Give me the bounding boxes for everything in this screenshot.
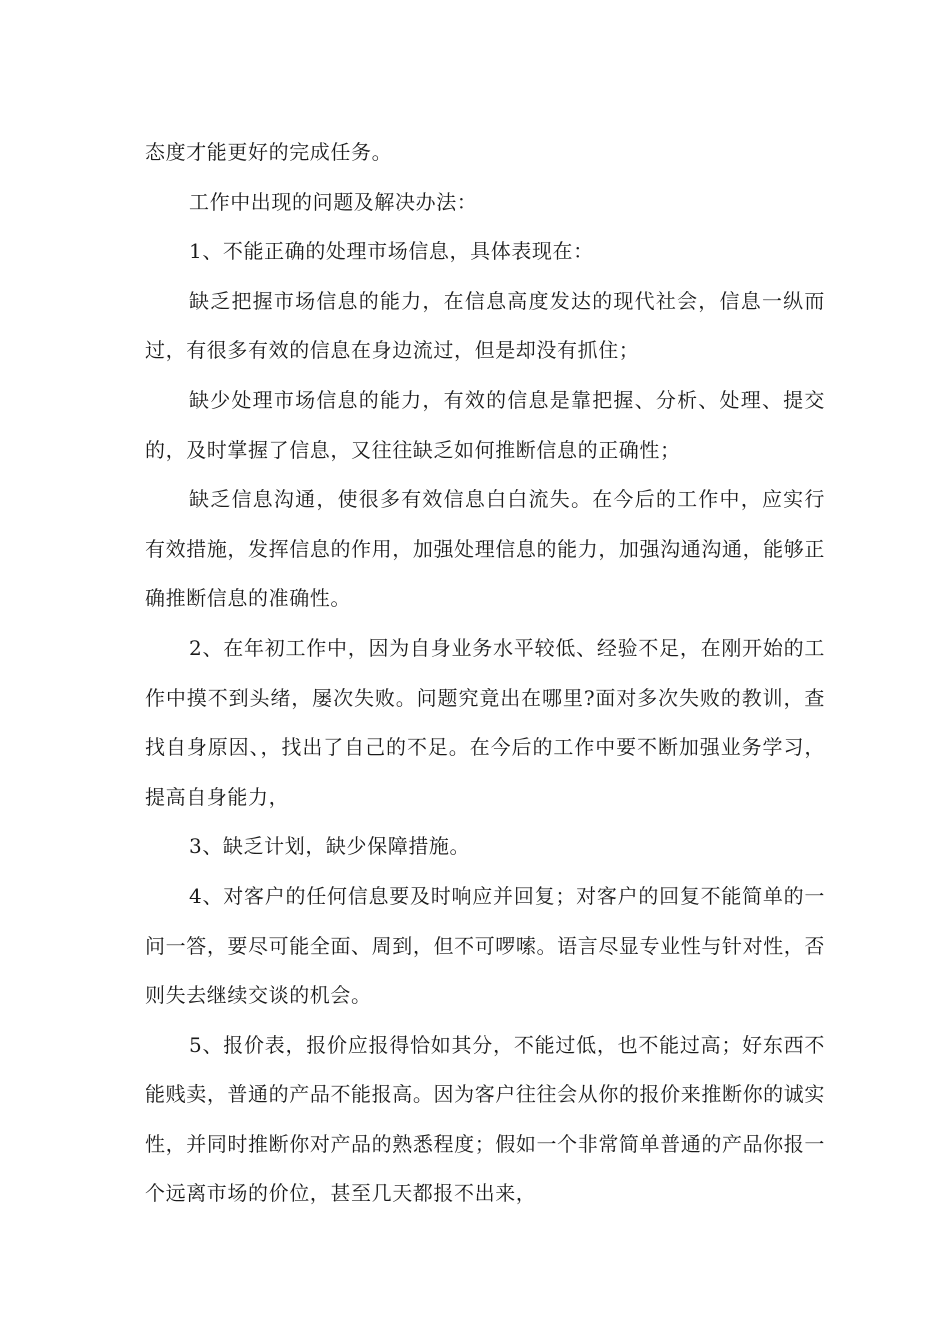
paragraph-communication: 缺乏信息沟通，使很多有效信息白白流失。在今后的工作中，应实行有效措施，发挥信息的作用，加强处理信息的能力，加强沟通沟通，能够正确推断信息的准确性。 [145,487,825,611]
document-body [145,128,825,1219]
paragraph-item-4: 4、对客户的任何信息要及时响应并回复；对客户的回复不能简单的一问一答，要尽可能全面、周到，但不可啰嗦。语言尽显专业性与针对性，否则失去继续交谈的机会。 [145,883,825,1008]
paragraph-grasp-info: 缺乏把握市场信息的能力，在信息高度发达的现代社会，信息一纵而过，有很多有效的信息在身边流过，但是却没有抓住； [145,288,825,363]
paragraph-process-info: 缺少处理市场信息的能力，有效的信息是靠把握、分析、处理、提交的，及时掌握了信息，又往往缺乏如何推断信息的正确性； [145,387,825,462]
paragraph-item-3: 3、缺乏计划，缺少保障措施。 [189,834,471,859]
paragraph-item-5: 5、报价表，报价应报得恰如其分，不能过低，也不能过高；好东西不能贱卖，普通的产品不能报高。因为客户往往会从你的报价来推断你的诚实性，并同时推断你对产品的熟悉程度；假如一个非常简单普通的产品你报一个远离市场的价位，甚至几天都报不出来， [145,1032,825,1206]
paragraph-continuation: 态度才能更好的完成任务。 [145,140,393,164]
paragraph-item-2: 2、在年初工作中，因为自身业务水平较低、经验不足，在刚开始的工作中摸不到头绪，屡次失败。问题究竟出在哪里?面对多次失败的教训，查找自身原因、，找出了自己的不足。在今后的工作中要不断加强业务学习，提高自身能力， [145,635,825,809]
paragraph-problems-heading: 工作中出现的问题及解决办法： [189,189,478,214]
paragraph-item-1: 1、不能正确的处理市场信息，具体表现在： [189,239,594,264]
